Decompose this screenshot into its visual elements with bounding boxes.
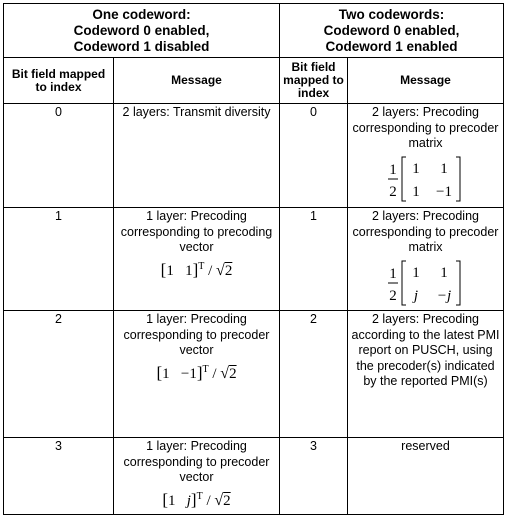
matrix-entry: 1 (439, 264, 448, 281)
header-one-codeword-text: One codeword: Codeword 0 enabled, Codeword 1 disabled (73, 7, 210, 54)
header-one-codeword (4, 4, 280, 58)
message-cell (348, 208, 504, 311)
header-two-codewords-text: Two codewords: Codeword 0 enabled, Codeword 1 enabled (323, 7, 460, 54)
message-cell (348, 104, 504, 208)
index-cell: 0 (280, 104, 348, 208)
index-cell: 2 (4, 311, 114, 438)
message-text: 2 layers: Precoding corresponding to precoder matrix (352, 209, 499, 254)
vector-entry: j (186, 492, 191, 509)
frac-num: 1 (388, 265, 397, 282)
header-message-two (348, 58, 504, 104)
vector-entry: 1 (162, 365, 170, 382)
table-row (4, 104, 504, 208)
divide-sign: / (212, 365, 217, 382)
frac-num: 1 (388, 161, 397, 178)
right-bracket (456, 157, 460, 201)
index-cell: 3 (280, 438, 348, 515)
message-label: Message (171, 73, 222, 87)
precoding-vector-2: [1 −1]$^T$ / √2 (156, 362, 237, 382)
precoding-vector-3: [1 j]$^T$ / √2 (162, 489, 231, 509)
right-bracket (456, 261, 460, 305)
vector-entry: 1 (166, 262, 174, 279)
index-cell: 1 (280, 208, 348, 311)
index-cell: 3 (4, 438, 114, 515)
matrix-entry: −1 (435, 183, 452, 200)
sqrt-arg: 2 (223, 492, 231, 509)
index-cell: 1 (4, 208, 114, 311)
sqrt-arg: 2 (229, 365, 237, 382)
matrix-entry: 1 (411, 264, 420, 281)
precoding-vector-1: [1 1]$^T$ / √2 (160, 259, 233, 279)
table-row (4, 311, 504, 438)
precoder-matrix-0 (386, 154, 466, 204)
header-bit-field-one (4, 58, 114, 104)
frac-den: 2 (388, 287, 397, 304)
divide-sign: / (208, 262, 213, 279)
bit-field-label: Bit field mapped to index (283, 60, 344, 100)
table-row (4, 208, 504, 311)
matrix-entry: 1 (411, 183, 420, 200)
vector-entry: −1 (180, 365, 197, 382)
header-two-codewords (280, 4, 504, 58)
index-cell: 2 (280, 311, 348, 438)
transpose-mark: T (202, 363, 209, 375)
matrix-entry: 1 (411, 160, 420, 177)
message-cell (114, 438, 280, 515)
header-message-one (114, 58, 280, 104)
left-bracket (402, 261, 406, 305)
bit-field-label: Bit field mapped to index (11, 66, 106, 94)
vector-entry: 1 (185, 262, 193, 279)
message-label: Message (400, 73, 451, 87)
header-bit-field-two (280, 58, 348, 104)
index-cell: 0 (4, 104, 114, 208)
vector-entry: 1 (168, 492, 176, 509)
message-text: 2 layers: Precoding corresponding to precoder matrix (352, 105, 499, 150)
message-text: 1 layer: Precoding corresponding to precoder vector (123, 312, 270, 357)
divide-sign: / (206, 492, 211, 509)
matrix-entry: −j (436, 287, 451, 304)
message-cell (114, 208, 280, 311)
left-bracket (402, 157, 406, 201)
message-cell: reserved (348, 438, 504, 515)
message-text: 1 layer: Precoding corresponding to precoder vector (123, 439, 270, 484)
transpose-mark: T (196, 490, 203, 502)
message-cell (114, 311, 280, 438)
matrix-entry: 1 (439, 160, 448, 177)
transpose-mark: T (198, 260, 205, 272)
frac-den: 2 (388, 183, 397, 200)
dci-precoding-table (3, 3, 504, 515)
message-text: 1 layer: Precoding corresponding to precoding vector (120, 209, 273, 254)
matrix-entry: j (413, 287, 418, 304)
message-cell: 2 layers: Precoding according to the latest PMI report on PUSCH, using the precoder(s) indicated by the reported PMI(s) (348, 311, 504, 438)
message-cell: 2 layers: Transmit diversity (114, 104, 280, 208)
table-row (4, 438, 504, 515)
precoder-matrix-1 (386, 258, 466, 308)
sqrt-arg: 2 (224, 262, 233, 279)
